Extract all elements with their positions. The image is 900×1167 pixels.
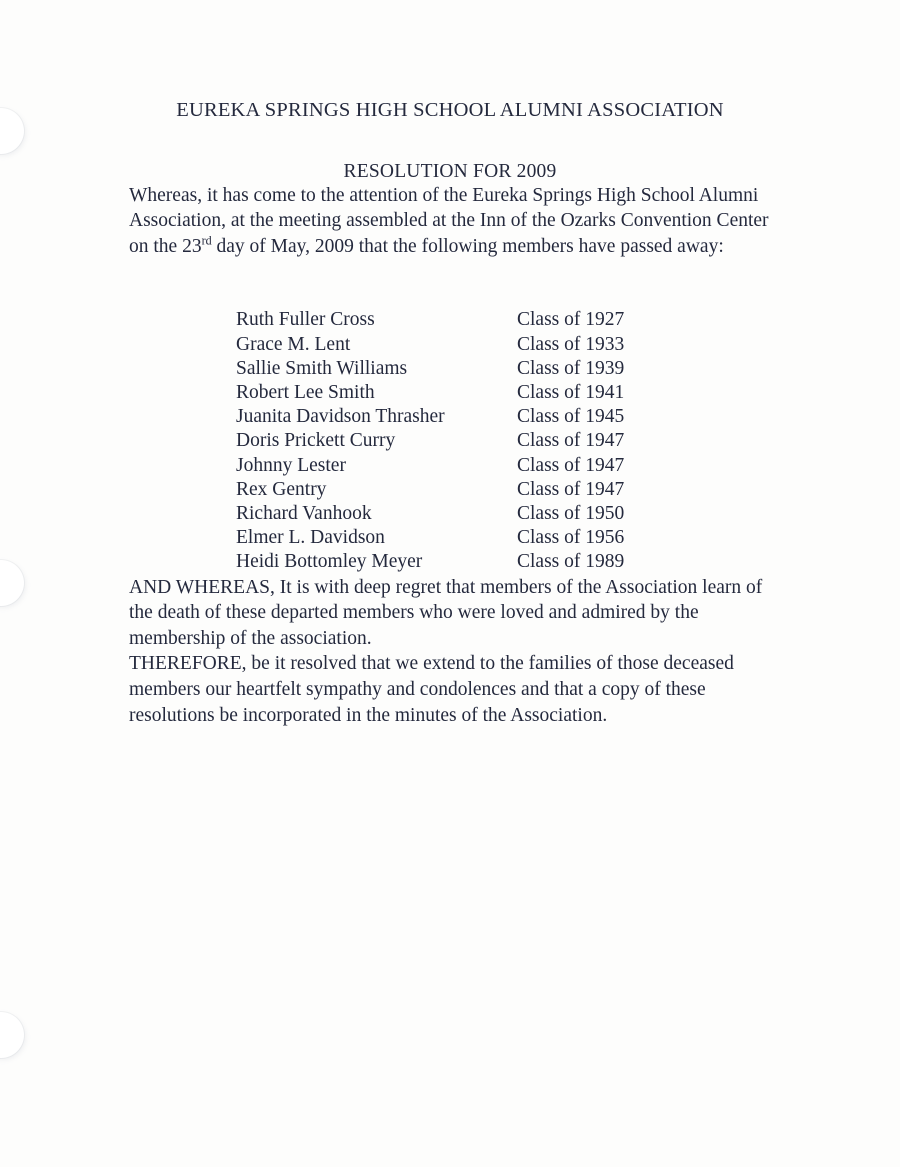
- intro-text-before-ordinal: Whereas, it has come to the attention of the Eureka Springs High School Alumni Association, at the meeting assembled at the Inn of the Ozarks Convention Center on the 23: [129, 184, 769, 257]
- member-class: Class of 1989: [517, 551, 625, 573]
- table-row: [236, 405, 624, 429]
- table-row: [236, 333, 624, 357]
- body-block: [129, 183, 777, 260]
- table-row: [236, 478, 624, 502]
- member-name: Richard Vanhook: [236, 503, 372, 524]
- member-name: Rex Gentry: [236, 478, 327, 500]
- table-row: [236, 308, 624, 332]
- member-class: Class of 1927: [517, 309, 625, 331]
- member-name: Ruth Fuller Cross: [236, 309, 375, 331]
- member-name: Robert Lee Smith: [236, 381, 375, 403]
- table-row: [236, 526, 624, 550]
- member-class: Class of 1947: [517, 430, 625, 452]
- table-row: [236, 429, 624, 453]
- table-row: [236, 550, 624, 574]
- table-row: [236, 381, 624, 405]
- page-title: EUREKA SPRINGS HIGH SCHOOL ALUMNI ASSOCIATION: [176, 99, 724, 121]
- intro-text-after-ordinal: day of May, 2009 that the following members have passed away:: [211, 235, 724, 257]
- member-class: Class of 1945: [517, 406, 625, 428]
- member-name: Grace M. Lent: [236, 333, 351, 355]
- member-name: Sallie Smith Williams: [236, 357, 408, 379]
- member-name: Johnny Lester: [236, 454, 346, 476]
- member-class: Class of 1950: [517, 503, 625, 524]
- member-name: Heidi Bottomley Meyer: [236, 551, 423, 573]
- member-name: Doris Prickett Curry: [236, 430, 396, 452]
- closing-block: [129, 575, 777, 729]
- member-class: Class of 1939: [517, 357, 625, 379]
- page-subtitle: RESOLUTION FOR 2009: [343, 160, 557, 182]
- member-class: Class of 1956: [517, 527, 625, 549]
- member-class: Class of 1947: [517, 478, 625, 500]
- title-block: [0, 98, 900, 183]
- table-row: [236, 357, 624, 381]
- table-row: [236, 454, 624, 478]
- member-name: Juanita Davidson Thrasher: [236, 406, 445, 428]
- intro-paragraph: [129, 183, 777, 260]
- closing-paragraph-therefore: THEREFORE, be it resolved that we extend to the families of those deceased members our heartfelt sympathy and condolences and that a copy of these resolutions be incorporated in the minutes of the Association.: [129, 653, 734, 726]
- member-class: Class of 1941: [517, 381, 625, 403]
- member-name: Elmer L. Davidson: [236, 527, 385, 549]
- deceased-members-table: [236, 308, 624, 574]
- table-row: [236, 502, 624, 526]
- closing-paragraph-and-whereas: AND WHEREAS, It is with deep regret that members of the Association learn of the death of these departed members who were loved and admired by the membership of the association.: [129, 576, 763, 649]
- ordinal-suffix: rd: [201, 233, 212, 248]
- hole-punch-mark-bottom: [0, 1012, 24, 1058]
- member-class: Class of 1933: [517, 333, 625, 355]
- deceased-members-table-body: [236, 308, 624, 574]
- member-class: Class of 1947: [517, 454, 625, 476]
